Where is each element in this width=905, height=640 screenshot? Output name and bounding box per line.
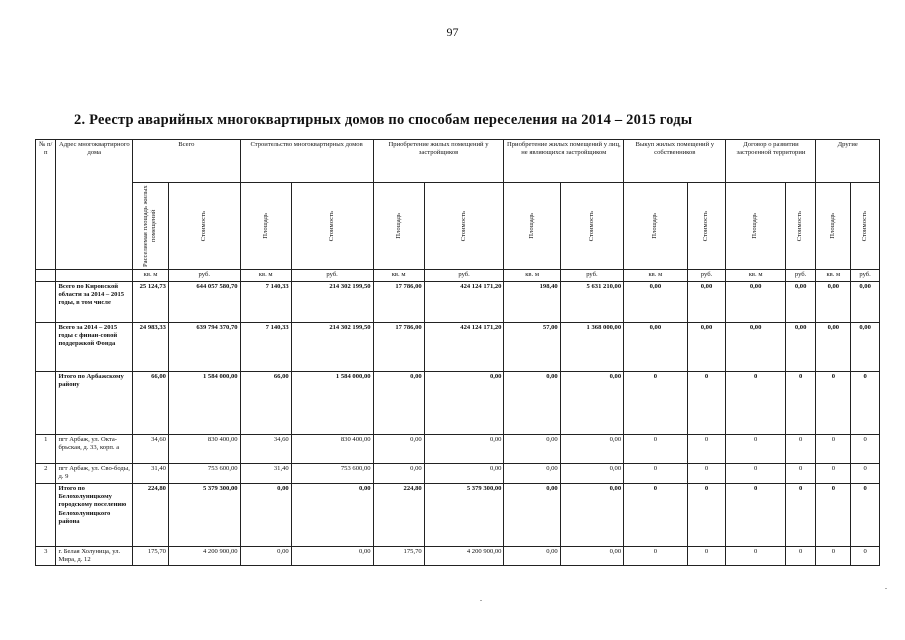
table-cell: 0: [816, 435, 851, 464]
table-cell: 0: [851, 464, 880, 484]
table-cell: 0,00: [291, 484, 373, 547]
table-row: [36, 323, 880, 372]
table-cell: 5 631 210,00: [560, 282, 623, 323]
table-cell: 830 400,00: [168, 435, 240, 464]
table-cell: 0: [785, 547, 816, 566]
unit-cell: кв. м: [816, 270, 851, 282]
table-cell: 0: [624, 484, 687, 547]
subheader: Площадь: [726, 183, 785, 270]
table-cell: 0: [726, 372, 785, 435]
page-number: 97: [446, 25, 459, 39]
table-cell: 0: [624, 464, 687, 484]
table-cell: 644 057 580,70: [168, 282, 240, 323]
table-cell: 31,40: [133, 464, 169, 484]
table-cell: 0,00: [624, 323, 687, 372]
row-number: [36, 282, 56, 323]
table-row: [36, 282, 880, 323]
table-cell: 0: [785, 484, 816, 547]
table-cell: 0,00: [373, 372, 424, 435]
table-cell: 424 124 171,20: [424, 282, 504, 323]
table-cell: 0,00: [424, 464, 504, 484]
table-cell: 753 600,00: [291, 464, 373, 484]
table-cell: 0,00: [240, 484, 291, 547]
table-cell: 0: [687, 547, 726, 566]
row-number: 1: [36, 435, 56, 464]
row-label: пгт Арбаж, ул. Окта-брьская, д. 33, корп. а: [56, 435, 133, 464]
table-cell: 0,00: [560, 484, 623, 547]
table-cell: 0,00: [560, 435, 623, 464]
table-cell: 0: [851, 484, 880, 547]
row-label: Всего по Кировской области за 2014 – 2015 годы, в том числе: [56, 282, 133, 323]
table-cell: 0,00: [687, 323, 726, 372]
table-cell: 4 200 900,00: [168, 547, 240, 566]
table-cell: 0: [624, 547, 687, 566]
unit-cell: руб.: [291, 270, 373, 282]
table-cell: 0: [816, 484, 851, 547]
unit-cell: кв. м: [504, 270, 560, 282]
table-cell: 34,60: [133, 435, 169, 464]
subheader: Стоимость: [851, 183, 880, 270]
table-cell: 0,00: [726, 282, 785, 323]
scan-speck: [480, 600, 482, 601]
table-cell: 0,00: [504, 484, 560, 547]
subheader: Стоимость: [687, 183, 726, 270]
table-cell: 5 379 300,00: [168, 484, 240, 547]
table-cell: 0: [687, 435, 726, 464]
table-cell: 66,00: [133, 372, 169, 435]
row-label: Всего за 2014 – 2015 годы с финан-совой поддержкой Фонда: [56, 323, 133, 372]
subheader: Площадь: [816, 183, 851, 270]
table-cell: 1 584 000,00: [291, 372, 373, 435]
table-cell: 0,00: [504, 464, 560, 484]
table-cell: 0,00: [504, 372, 560, 435]
table-cell: 0: [851, 547, 880, 566]
table-cell: 424 124 171,20: [424, 323, 504, 372]
table-cell: 25 124,73: [133, 282, 169, 323]
row-label: г. Белая Холуница, ул. Мира, д. 12: [56, 547, 133, 566]
subheader-row: [36, 183, 880, 270]
subheader: Стоимость: [785, 183, 816, 270]
unit-cell: кв. м: [133, 270, 169, 282]
group-header-row: [36, 140, 880, 183]
table-cell: 0,00: [785, 323, 816, 372]
table-cell: 0: [785, 464, 816, 484]
table-cell: 0,00: [240, 547, 291, 566]
table-row: [36, 464, 880, 484]
scan-speck: [885, 588, 887, 589]
table-cell: 0: [624, 372, 687, 435]
table-cell: 0,00: [560, 464, 623, 484]
table-cell: 753 600,00: [168, 464, 240, 484]
subheader: Стоимость: [424, 183, 504, 270]
unit-cell: руб.: [851, 270, 880, 282]
subheader: Расселяемая площадь жилых помещений: [133, 183, 169, 270]
table-cell: 175,70: [373, 547, 424, 566]
table-cell: 0: [687, 464, 726, 484]
row-label: Итого по Арбажскому району: [56, 372, 133, 435]
table-cell: 0,00: [373, 464, 424, 484]
table-cell: 0: [624, 435, 687, 464]
table-cell: 0,00: [624, 282, 687, 323]
table-cell: 0,00: [424, 435, 504, 464]
table-cell: 0: [851, 435, 880, 464]
group-header: Договор о развитии застроенной территории: [726, 140, 816, 183]
table-cell: 0,00: [816, 282, 851, 323]
document-title: 2. Реестр аварийных многоквартирных домов по способам переселения на 2014 – 2015 годы: [74, 112, 693, 128]
row-number: 3: [36, 547, 56, 566]
table-cell: 4 200 900,00: [424, 547, 504, 566]
subheader: Площадь: [373, 183, 424, 270]
table-row: [36, 484, 880, 547]
table-cell: 0,00: [726, 323, 785, 372]
unit-cell: кв. м: [240, 270, 291, 282]
table-cell: 224,80: [133, 484, 169, 547]
unit-cell: кв. м: [624, 270, 687, 282]
table-cell: 0: [785, 372, 816, 435]
subheader: Стоимость: [560, 183, 623, 270]
table-row: [36, 372, 880, 435]
table-cell: 198,40: [504, 282, 560, 323]
group-header: Выкуп жилых помещений у собственников: [624, 140, 726, 183]
table-cell: 0: [816, 464, 851, 484]
table-cell: 0,00: [424, 372, 504, 435]
table-cell: 0,00: [816, 323, 851, 372]
table-cell: 1 584 000,00: [168, 372, 240, 435]
table-cell: 175,70: [133, 547, 169, 566]
table-cell: 24 983,33: [133, 323, 169, 372]
table-cell: 0,00: [851, 323, 880, 372]
subheader: Площадь: [624, 183, 687, 270]
table-row: [36, 435, 880, 464]
header-num: № п/п: [36, 140, 56, 270]
unit-cell: руб.: [785, 270, 816, 282]
table-cell: 0,00: [373, 435, 424, 464]
table-cell: 830 400,00: [291, 435, 373, 464]
row-number: [36, 484, 56, 547]
row-number: 2: [36, 464, 56, 484]
subheader: Стоимость: [168, 183, 240, 270]
units-row: [36, 270, 880, 282]
table-cell: 639 794 370,70: [168, 323, 240, 372]
table-cell: 0: [726, 435, 785, 464]
table-cell: 7 140,33: [240, 282, 291, 323]
group-header: Строительство многоквартирных домов: [240, 140, 373, 183]
table-cell: 0: [687, 484, 726, 547]
row-label: Итого по Белохолуницкому городскому поселению Белохолуницкого района: [56, 484, 133, 547]
table-cell: 57,00: [504, 323, 560, 372]
table-cell: 0: [726, 484, 785, 547]
table-cell: 224,80: [373, 484, 424, 547]
table-cell: 0: [785, 435, 816, 464]
row-number: [36, 372, 56, 435]
unit-cell: руб.: [687, 270, 726, 282]
table-cell: 0,00: [785, 282, 816, 323]
table-cell: 5 379 300,00: [424, 484, 504, 547]
table-cell: 0: [851, 372, 880, 435]
table-cell: 0,00: [560, 547, 623, 566]
table-cell: 31,40: [240, 464, 291, 484]
table-cell: 214 302 199,50: [291, 282, 373, 323]
unit-cell: руб.: [424, 270, 504, 282]
row-label: пгт Арбаж, ул. Сво-боды, д. 9: [56, 464, 133, 484]
table-cell: 0,00: [851, 282, 880, 323]
table-cell: 0,00: [504, 435, 560, 464]
row-number: [36, 323, 56, 372]
subheader: Площадь: [240, 183, 291, 270]
group-header: Всего: [133, 140, 240, 183]
group-header: Приобретение жилых помещений у лиц, не являющихся застройщиком: [504, 140, 624, 183]
unit-cell: кв. м: [373, 270, 424, 282]
subheader: Площадь: [504, 183, 560, 270]
table-cell: 0,00: [687, 282, 726, 323]
table-row: [36, 547, 880, 566]
table-cell: 0: [687, 372, 726, 435]
table-cell: 0,00: [560, 372, 623, 435]
table-cell: 7 140,33: [240, 323, 291, 372]
table-cell: 0,00: [291, 547, 373, 566]
table-cell: 0: [726, 547, 785, 566]
table-cell: 66,00: [240, 372, 291, 435]
header-address: Адрес многоквартирного дома: [56, 140, 133, 270]
table-cell: 34,60: [240, 435, 291, 464]
table-cell: 0: [726, 464, 785, 484]
table-cell: 0,00: [504, 547, 560, 566]
table-cell: 17 786,00: [373, 282, 424, 323]
table-cell: 17 786,00: [373, 323, 424, 372]
group-header: Другие: [816, 140, 880, 183]
table-cell: 1 368 000,00: [560, 323, 623, 372]
registry-table: [35, 139, 880, 566]
subheader: Стоимость: [291, 183, 373, 270]
unit-cell: руб.: [168, 270, 240, 282]
group-header: Приобретение жилых помещений у застройщиков: [373, 140, 504, 183]
table-cell: 0: [816, 547, 851, 566]
table-cell: 214 302 199,50: [291, 323, 373, 372]
table-cell: 0: [816, 372, 851, 435]
unit-cell: руб.: [560, 270, 623, 282]
unit-cell: кв. м: [726, 270, 785, 282]
